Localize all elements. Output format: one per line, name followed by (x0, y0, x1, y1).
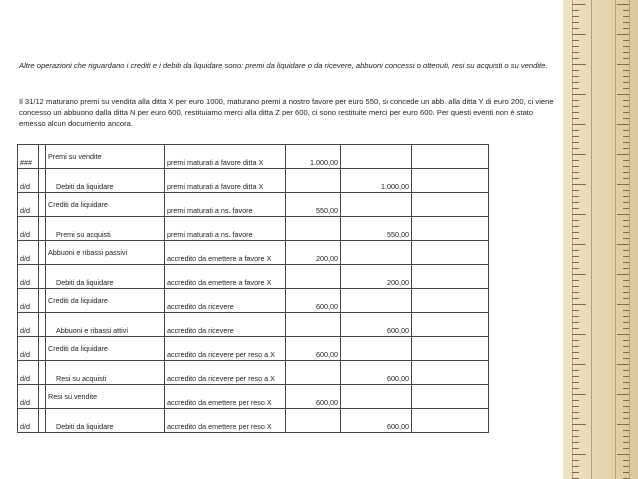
account-label: Abbuoni e ribassi passivi (48, 247, 128, 257)
row-marker: ### (18, 145, 39, 169)
amount-avere (341, 289, 412, 313)
journal-row (18, 193, 489, 217)
entry-description: accredito da ricevere per reso a X (165, 337, 286, 361)
account-label: Debiti da liquidare (56, 278, 114, 287)
empty-cell (412, 169, 489, 193)
amount-dare: 1.000,00 (286, 145, 341, 169)
journal-row (18, 241, 489, 265)
row-marker: d/d (18, 361, 39, 385)
amount-dare (286, 409, 341, 433)
row-marker: d/d (18, 217, 39, 241)
amount-avere: 600,00 (341, 313, 412, 337)
amount-dare (286, 361, 341, 385)
account-label: Crediti da liquidare (48, 199, 108, 209)
journal-row (18, 145, 489, 169)
intro-paragraph-1: Altre operazioni che riguardano i crediti e i debiti da liquidare sono: premi da liquidare o da ricevere, abbuoni concessi o ottenuti, resi su acquisti o su vendite. (19, 61, 548, 70)
amount-avere (341, 385, 412, 409)
journal-row (18, 385, 489, 409)
spacer-cell (39, 409, 46, 433)
row-marker: d/d (18, 337, 39, 361)
amount-dare: 600,00 (286, 337, 341, 361)
amount-dare (286, 265, 341, 289)
entry-description: premi maturati a favore ditta X (165, 145, 286, 169)
account-name (46, 217, 165, 241)
row-marker: d/d (18, 385, 39, 409)
amount-dare: 600,00 (286, 385, 341, 409)
amount-avere: 600,00 (341, 361, 412, 385)
account-label: Crediti da liquidare (48, 295, 108, 305)
journal-row (18, 265, 489, 289)
amount-avere: 550,00 (341, 217, 412, 241)
account-name (46, 289, 165, 313)
entry-description: premi maturati a ns. favore (165, 193, 286, 217)
entry-description: accredito da ricevere (165, 313, 286, 337)
account-name (46, 385, 165, 409)
amount-avere: 1.000,00 (341, 169, 412, 193)
amount-avere: 600,00 (341, 409, 412, 433)
amount-dare (286, 217, 341, 241)
journal-row (18, 337, 489, 361)
account-name (46, 337, 165, 361)
account-name (46, 241, 165, 265)
amount-avere (341, 337, 412, 361)
empty-cell (412, 145, 489, 169)
account-label: Premi su vendite (48, 151, 102, 161)
amount-dare: 550,00 (286, 193, 341, 217)
row-marker: d/d (18, 241, 39, 265)
empty-cell (412, 289, 489, 313)
empty-cell (412, 337, 489, 361)
account-name (46, 265, 165, 289)
spacer-cell (39, 385, 46, 409)
wooden-ruler-decoration (563, 0, 638, 479)
entry-description: accredito da emettere a favore X (165, 265, 286, 289)
empty-cell (412, 313, 489, 337)
journal-row (18, 409, 489, 433)
spacer-cell (39, 169, 46, 193)
spacer-cell (39, 193, 46, 217)
journal-table (17, 144, 489, 433)
entry-description: premi maturati a favore ditta X (165, 169, 286, 193)
entry-description: accredito da emettere per reso X (165, 409, 286, 433)
empty-cell (412, 193, 489, 217)
amount-avere (341, 193, 412, 217)
journal-row (18, 169, 489, 193)
amount-dare (286, 169, 341, 193)
row-marker: d/d (18, 193, 39, 217)
entry-description: accredito da ricevere (165, 289, 286, 313)
account-name (46, 169, 165, 193)
row-marker: d/d (18, 289, 39, 313)
amount-avere (341, 145, 412, 169)
entry-description: accredito da emettere per reso X (165, 385, 286, 409)
spacer-cell (39, 145, 46, 169)
account-name (46, 361, 165, 385)
journal-row (18, 217, 489, 241)
empty-cell (412, 265, 489, 289)
empty-cell (412, 217, 489, 241)
spacer-cell (39, 265, 46, 289)
spacer-cell (39, 289, 46, 313)
slide-content (17, 56, 557, 472)
spacer-cell (39, 217, 46, 241)
journal-row (18, 313, 489, 337)
account-label: Premi su acquisti (56, 230, 111, 239)
journal-row (18, 289, 489, 313)
row-marker: d/d (18, 409, 39, 433)
empty-cell (412, 241, 489, 265)
account-name (46, 193, 165, 217)
entry-description: accredito da emettere a favore X (165, 241, 286, 265)
account-name (46, 409, 165, 433)
spacer-cell (39, 241, 46, 265)
account-label: Crediti da liquidare (48, 343, 108, 353)
empty-cell (412, 409, 489, 433)
empty-cell (412, 385, 489, 409)
account-label: Debiti da liquidare (56, 182, 114, 191)
amount-dare (286, 313, 341, 337)
account-name (46, 313, 165, 337)
account-name (46, 145, 165, 169)
intro-paragraph-2: Il 31/12 maturano premi su vendita alla ditta X per euro 1000, maturano premi a nostro favore per euro 550, si concede un abb. alla ditta Y di euro 200, ci viene concesso un abbuono dalla ditta N per euro 600, restituiamo merci alla ditta Z per 600, ci sono restituite merci per euro 600. Per questi eventi non è stato emesso alcun documento ancora. (19, 97, 554, 128)
entry-description: premi maturati a ns. favore (165, 217, 286, 241)
spacer-cell (39, 361, 46, 385)
empty-cell (412, 361, 489, 385)
spacer-cell (39, 313, 46, 337)
row-marker: d/d (18, 313, 39, 337)
amount-dare: 200,00 (286, 241, 341, 265)
amount-dare: 600,00 (286, 289, 341, 313)
row-marker: d/d (18, 265, 39, 289)
account-label: Resi su vendite (48, 391, 98, 401)
account-label: Abbuoni e ribassi attivi (56, 326, 128, 335)
amount-avere: 200,00 (341, 265, 412, 289)
amount-avere (341, 241, 412, 265)
account-label: Resi su acquisti (56, 374, 107, 383)
account-label: Debiti da liquidare (56, 422, 114, 431)
spacer-cell (39, 337, 46, 361)
row-marker: d/d (18, 169, 39, 193)
entry-description: accredito da ricevere per reso a X (165, 361, 286, 385)
journal-row (18, 361, 489, 385)
